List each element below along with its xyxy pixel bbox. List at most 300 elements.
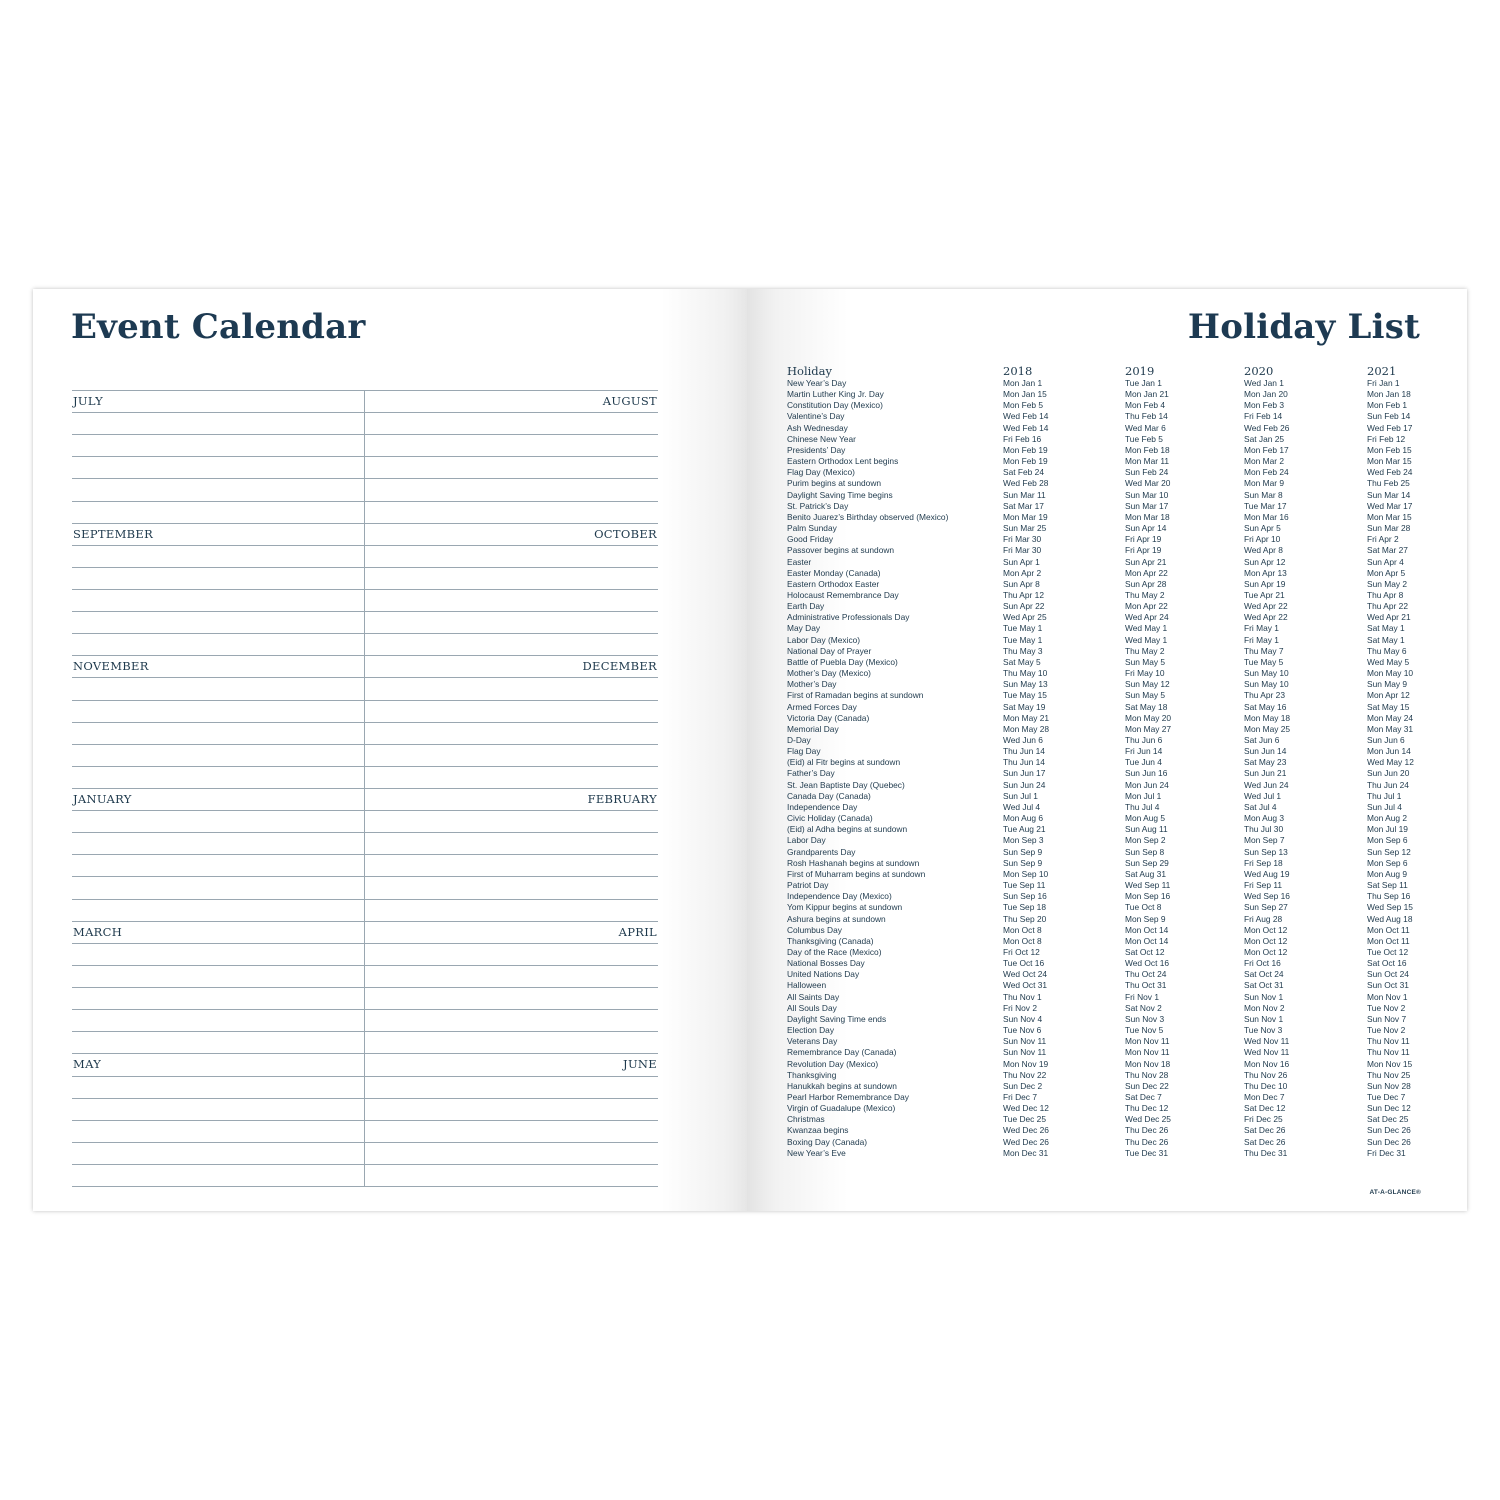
holiday-date-cell: Mon Dec 31 xyxy=(1003,1147,1049,1158)
holiday-date-cell: Sun Apr 4 xyxy=(1367,556,1404,567)
holiday-date-cell: Mon Aug 3 xyxy=(1244,813,1285,824)
table-row xyxy=(787,1125,1427,1136)
holiday-date-cell: Wed May 5 xyxy=(1367,656,1410,667)
holiday-date-cell: Sun May 10 xyxy=(1244,679,1289,690)
holiday-date-cell: Sun May 5 xyxy=(1125,656,1166,667)
holiday-date-cell: Tue Nov 3 xyxy=(1244,1025,1283,1036)
holiday-date-cell: Wed Mar 17 xyxy=(1367,500,1413,511)
rule-line xyxy=(72,1142,658,1143)
month-label: JANUARY xyxy=(73,792,132,807)
holiday-date-cell: Wed Dec 26 xyxy=(1003,1136,1049,1147)
table-row xyxy=(787,1114,1427,1125)
holiday-date-cell: Fri Apr 2 xyxy=(1367,534,1399,545)
holiday-name-cell: Rosh Hashanah begins at sundown xyxy=(787,857,920,868)
holiday-date-cell: Mon May 24 xyxy=(1367,712,1414,723)
holiday-date-cell: Mon May 27 xyxy=(1125,723,1172,734)
month-block xyxy=(72,655,658,788)
table-row xyxy=(787,858,1427,869)
holiday-date-cell: Sat Oct 31 xyxy=(1244,980,1284,991)
month-label: APRIL xyxy=(618,924,657,939)
holiday-date-cell: Fri Feb 14 xyxy=(1244,411,1283,422)
month-label: SEPTEMBER xyxy=(73,526,154,541)
month-label: MARCH xyxy=(73,924,123,939)
holiday-name-cell: Thanksgiving (Canada) xyxy=(787,935,874,946)
holiday-date-cell: Wed Mar 20 xyxy=(1125,478,1171,489)
holiday-name-cell: St. Patrick’s Day xyxy=(787,500,849,511)
holiday-name-cell: Daylight Saving Time begins xyxy=(787,489,893,500)
rule-line xyxy=(72,987,658,988)
holiday-date-cell: Wed Apr 22 xyxy=(1244,612,1288,623)
rule-line xyxy=(72,434,658,435)
holiday-date-cell: Wed Sep 11 xyxy=(1125,880,1171,891)
holiday-date-cell: Tue May 15 xyxy=(1003,690,1047,701)
holiday-date-cell: Thu Apr 22 xyxy=(1367,601,1408,612)
holiday-date-cell: Sat Sep 11 xyxy=(1367,880,1408,891)
holiday-name-cell: Halloween xyxy=(787,980,827,991)
holiday-date-cell: Sat Mar 27 xyxy=(1367,545,1408,556)
holiday-date-cell: Mon Jan 1 xyxy=(1003,378,1043,388)
holiday-date-cell: Mon Aug 2 xyxy=(1367,813,1408,824)
holiday-rows xyxy=(787,378,1427,1159)
holiday-name-cell: Mother’s Day (Mexico) xyxy=(787,668,871,679)
table-row xyxy=(787,434,1427,445)
holiday-name-cell: Kwanzaa begins xyxy=(787,1125,849,1136)
holiday-date-cell: Sun May 13 xyxy=(1003,679,1048,690)
table-row xyxy=(787,400,1427,411)
holiday-date-cell: Thu Jul 30 xyxy=(1244,824,1284,835)
holiday-date-cell: Wed Jun 6 xyxy=(1003,735,1043,745)
holiday-date-cell: Mon Mar 11 xyxy=(1125,456,1170,467)
holiday-date-cell: Thu May 2 xyxy=(1125,589,1165,600)
holiday-name-cell: Labor Day xyxy=(787,835,826,846)
holiday-date-cell: Sun Nov 3 xyxy=(1125,1013,1165,1024)
holiday-date-cell: Tue Nov 2 xyxy=(1367,1002,1406,1013)
column-divider xyxy=(364,788,365,921)
table-row xyxy=(787,1148,1427,1159)
table-row xyxy=(787,880,1427,891)
holiday-date-cell: Thu Nov 28 xyxy=(1125,1069,1169,1080)
holiday-date-cell: Sat Feb 24 xyxy=(1003,467,1044,478)
holiday-date-cell: Tue Aug 21 xyxy=(1003,824,1046,835)
rule-line xyxy=(72,876,658,877)
holiday-date-cell: Thu Nov 22 xyxy=(1003,1069,1047,1080)
holiday-date-cell: Mon Jul 19 xyxy=(1367,824,1408,835)
holiday-name-cell: National Day of Prayer xyxy=(787,645,872,656)
holiday-name-cell: Day of the Race (Mexico) xyxy=(787,946,882,957)
table-row xyxy=(787,835,1427,846)
holiday-date-cell: Sun Oct 24 xyxy=(1367,969,1409,980)
rule-line xyxy=(72,766,658,767)
table-row xyxy=(787,501,1427,512)
holiday-date-cell: Sun Jul 4 xyxy=(1367,801,1402,812)
holiday-date-cell: Sun Apr 21 xyxy=(1125,556,1167,567)
holiday-name-cell: First of Ramadan begins at sundown xyxy=(787,690,924,701)
rule-line xyxy=(72,501,658,502)
holiday-date-cell: Fri May 10 xyxy=(1125,668,1165,679)
holiday-date-cell: Mon Feb 4 xyxy=(1125,400,1166,411)
holiday-date-cell: Sun Mar 14 xyxy=(1367,489,1411,500)
table-row xyxy=(787,568,1427,579)
holiday-date-cell: Mon Jul 1 xyxy=(1125,790,1162,801)
holiday-name-cell: Boxing Day (Canada) xyxy=(787,1136,868,1147)
holiday-date-cell: Thu Dec 26 xyxy=(1125,1125,1169,1136)
holiday-date-cell: Sun Jun 6 xyxy=(1367,735,1405,745)
holiday-date-cell: Thu Oct 31 xyxy=(1125,980,1167,991)
table-row xyxy=(787,411,1427,422)
holiday-date-cell: Wed Jul 1 xyxy=(1244,790,1282,801)
holiday-date-cell: Mon May 20 xyxy=(1125,712,1172,723)
rule-line xyxy=(72,788,658,789)
holiday-date-cell: Fri Dec 31 xyxy=(1367,1147,1406,1158)
holiday-date-cell: Wed Feb 14 xyxy=(1003,411,1049,422)
holiday-date-cell: Mon Sep 7 xyxy=(1244,835,1285,846)
holiday-date-cell: Tue Apr 21 xyxy=(1244,589,1285,600)
table-header xyxy=(787,364,1427,378)
holiday-date-cell: Mon Nov 2 xyxy=(1244,1002,1285,1013)
table-row xyxy=(787,947,1427,958)
holiday-date-cell: Thu Nov 26 xyxy=(1244,1069,1288,1080)
holiday-name-cell: Thanksgiving xyxy=(787,1069,837,1080)
holiday-name-cell: All Saints Day xyxy=(787,991,840,1002)
holiday-date-cell: Fri Dec 25 xyxy=(1244,1114,1283,1125)
holiday-date-cell: Sun Jun 17 xyxy=(1003,768,1046,779)
holiday-date-cell: Thu May 2 xyxy=(1125,645,1165,656)
holiday-date-cell: Sun Apr 8 xyxy=(1003,578,1040,589)
holiday-date-cell: Mon Dec 7 xyxy=(1244,1092,1285,1102)
table-row xyxy=(787,456,1427,467)
holiday-name-cell: Pearl Harbor Remembrance Day xyxy=(787,1092,909,1102)
table-row xyxy=(787,1014,1427,1025)
holiday-date-cell: Mon Sep 2 xyxy=(1125,835,1166,846)
holiday-date-cell: Sat Jun 6 xyxy=(1244,735,1280,745)
holiday-date-cell: Wed Feb 17 xyxy=(1367,422,1413,433)
holiday-date-cell: Sun Nov 4 xyxy=(1003,1013,1043,1024)
table-row xyxy=(787,590,1427,601)
rule-line xyxy=(72,633,658,634)
holiday-date-cell: Sun Apr 19 xyxy=(1244,578,1286,589)
holiday-date-cell: Wed Dec 25 xyxy=(1125,1114,1171,1125)
holiday-date-cell: Sun Dec 26 xyxy=(1367,1136,1411,1147)
holiday-date-cell: Tue Oct 12 xyxy=(1367,946,1409,957)
holiday-name-cell: First of Muharram begins at sundown xyxy=(787,868,926,879)
holiday-date-cell: Mon Jan 20 xyxy=(1244,389,1288,400)
table-row xyxy=(787,657,1427,668)
holiday-date-cell: Thu Sep 16 xyxy=(1367,891,1411,902)
holiday-date-cell: Tue Sep 11 xyxy=(1003,880,1046,891)
holiday-name-cell: Yom Kippur begins at sundown xyxy=(787,902,903,913)
holiday-date-cell: Thu Jun 14 xyxy=(1003,746,1045,757)
rule-line xyxy=(72,1098,658,1099)
holiday-date-cell: Mon May 21 xyxy=(1003,712,1050,723)
table-row xyxy=(787,724,1427,735)
holiday-date-cell: Thu Apr 12 xyxy=(1003,589,1044,600)
holiday-date-cell: Wed Oct 16 xyxy=(1125,958,1170,969)
holiday-date-cell: Sun Apr 12 xyxy=(1244,556,1286,567)
holiday-name-cell: New Year’s Day xyxy=(787,378,847,388)
table-row xyxy=(787,757,1427,768)
holiday-date-cell: Thu Apr 8 xyxy=(1367,589,1404,600)
holiday-date-cell: Sun Mar 8 xyxy=(1244,489,1283,500)
holiday-date-cell: Wed Feb 24 xyxy=(1367,467,1413,478)
holiday-date-cell: Sat Dec 12 xyxy=(1244,1103,1286,1114)
holiday-name-cell: Independence Day (Mexico) xyxy=(787,891,892,902)
holiday-name-cell: Easter Monday (Canada) xyxy=(787,567,881,578)
holiday-date-cell: Wed Aug 19 xyxy=(1244,868,1290,879)
holiday-name-cell: Eastern Orthodox Easter xyxy=(787,578,880,589)
holiday-name-cell: Father’s Day xyxy=(787,768,835,779)
holiday-name-cell: Independence Day xyxy=(787,801,858,812)
brand-logo: AT-A-GLANCE® xyxy=(1369,1189,1421,1196)
holiday-date-cell: Mon Apr 22 xyxy=(1125,567,1168,578)
holiday-date-cell: Sat Oct 16 xyxy=(1367,958,1407,969)
holiday-date-cell: Thu Dec 26 xyxy=(1125,1136,1169,1147)
holiday-date-cell: Sat May 1 xyxy=(1367,623,1405,634)
holiday-date-cell: Fri Apr 19 xyxy=(1125,534,1162,545)
holiday-date-cell: Thu Feb 25 xyxy=(1367,478,1410,489)
holiday-date-cell: Mon Oct 8 xyxy=(1003,935,1042,946)
holiday-date-cell: Sun Sep 9 xyxy=(1003,846,1043,857)
holiday-date-cell: Sun Feb 14 xyxy=(1367,411,1411,422)
holiday-date-cell: Wed May 1 xyxy=(1125,634,1168,645)
rule-line xyxy=(72,700,658,701)
column-header-year: 2020 xyxy=(1244,364,1274,378)
holiday-name-cell: Benito Juarez’s Birthday observed (Mexico) xyxy=(787,511,949,522)
table-row xyxy=(787,490,1427,501)
column-divider xyxy=(364,921,365,1054)
holiday-date-cell: Thu Sep 20 xyxy=(1003,913,1047,924)
holiday-name-cell: Remembrance Day (Canada) xyxy=(787,1047,897,1058)
holiday-name-cell: Mother’s Day xyxy=(787,679,837,690)
holiday-date-cell: Mon Oct 12 xyxy=(1244,946,1288,957)
holiday-date-cell: Sun Oct 31 xyxy=(1367,980,1409,991)
holiday-date-cell: Sat Dec 7 xyxy=(1125,1092,1162,1102)
holiday-date-cell: Wed Jan 1 xyxy=(1244,378,1284,388)
holiday-date-cell: Thu Nov 1 xyxy=(1003,991,1042,1002)
holiday-date-cell: Tue Nov 6 xyxy=(1003,1025,1042,1036)
holiday-date-cell: Thu Apr 23 xyxy=(1244,690,1285,701)
holiday-date-cell: Mon Feb 5 xyxy=(1003,400,1044,411)
holiday-date-cell: Mon Nov 19 xyxy=(1003,1058,1049,1069)
month-block xyxy=(72,390,658,523)
rule-line xyxy=(72,810,658,811)
holiday-date-cell: Tue May 1 xyxy=(1003,634,1043,645)
holiday-date-cell: Fri Jun 14 xyxy=(1125,746,1163,757)
table-row xyxy=(787,635,1427,646)
table-row xyxy=(787,534,1427,545)
holiday-date-cell: Mon Nov 1 xyxy=(1367,991,1408,1002)
column-header-year: 2019 xyxy=(1125,364,1155,378)
holiday-date-cell: Sun Apr 22 xyxy=(1003,601,1045,612)
holiday-name-cell: Daylight Saving Time ends xyxy=(787,1013,887,1024)
holiday-date-cell: Mon Sep 6 xyxy=(1367,857,1408,868)
holiday-date-cell: Sat Dec 25 xyxy=(1367,1114,1409,1125)
rule-line xyxy=(72,1076,658,1077)
table-row xyxy=(787,1137,1427,1148)
holiday-date-cell: Wed Apr 21 xyxy=(1367,612,1411,623)
holiday-date-cell: Mon Feb 19 xyxy=(1003,456,1048,467)
holiday-date-cell: Tue May 1 xyxy=(1003,623,1043,634)
column-header-year: 2018 xyxy=(1003,364,1033,378)
holiday-date-cell: Wed Feb 26 xyxy=(1244,422,1290,433)
holiday-date-cell: Fri Oct 12 xyxy=(1003,946,1040,957)
holiday-date-cell: Fri Mar 30 xyxy=(1003,534,1042,545)
holiday-date-cell: Fri Dec 7 xyxy=(1003,1092,1037,1102)
rule-line xyxy=(72,456,658,457)
holiday-date-cell: Wed Jun 24 xyxy=(1244,779,1289,790)
holiday-date-cell: Sat May 5 xyxy=(1003,656,1041,667)
rule-line xyxy=(72,854,658,855)
holiday-date-cell: Wed May 1 xyxy=(1125,623,1168,634)
holiday-date-cell: Wed Oct 31 xyxy=(1003,980,1048,991)
holiday-date-cell: Mon Oct 14 xyxy=(1125,924,1169,935)
holiday-date-cell: Mon Apr 13 xyxy=(1244,567,1287,578)
holiday-name-cell: National Bosses Day xyxy=(787,958,865,969)
holiday-date-cell: Sun Sep 16 xyxy=(1003,891,1047,902)
holiday-date-cell: Mon Feb 24 xyxy=(1244,467,1289,478)
holiday-date-cell: Sun Mar 10 xyxy=(1125,489,1169,500)
rule-line xyxy=(72,655,658,656)
holiday-name-cell: Virgin of Guadalupe (Mexico) xyxy=(787,1103,896,1114)
holiday-date-cell: Fri Nov 2 xyxy=(1003,1002,1037,1013)
holiday-date-cell: Mon Jan 18 xyxy=(1367,389,1411,400)
holiday-date-cell: Wed Jul 4 xyxy=(1003,801,1041,812)
holiday-date-cell: Tue Nov 2 xyxy=(1367,1025,1406,1036)
event-calendar-page xyxy=(33,289,747,1211)
holiday-date-cell: Thu Dec 10 xyxy=(1244,1080,1288,1091)
holiday-name-cell: United Nations Day xyxy=(787,969,860,980)
holiday-date-cell: Sat May 23 xyxy=(1244,757,1287,768)
holiday-date-cell: Thu May 7 xyxy=(1244,645,1284,656)
holiday-date-cell: Mon May 28 xyxy=(1003,723,1050,734)
holiday-date-cell: Sun Jul 1 xyxy=(1003,790,1038,801)
holiday-name-cell: (Eid) al Adha begins at sundown xyxy=(787,824,908,835)
holiday-date-cell: Sun Jun 14 xyxy=(1244,746,1287,757)
holiday-date-cell: Thu Nov 11 xyxy=(1367,1047,1410,1058)
holiday-date-cell: Wed Mar 6 xyxy=(1125,422,1166,433)
holiday-date-cell: Mon Oct 12 xyxy=(1244,924,1288,935)
month-label: DECEMBER xyxy=(582,659,657,674)
holiday-name-cell: Passover begins at sundown xyxy=(787,545,895,556)
table-row xyxy=(787,713,1427,724)
holiday-date-cell: Sat Aug 31 xyxy=(1125,868,1166,879)
month-block xyxy=(72,921,658,1054)
holiday-date-cell: Fri Apr 19 xyxy=(1125,545,1162,556)
holiday-date-cell: Sat May 16 xyxy=(1244,701,1287,712)
table-row xyxy=(787,478,1427,489)
rule-line xyxy=(72,1009,658,1010)
holiday-date-cell: Sun Sep 13 xyxy=(1244,846,1288,857)
holiday-date-cell: Sun May 5 xyxy=(1125,690,1166,701)
table-row xyxy=(787,423,1427,434)
holiday-date-cell: Sun Mar 11 xyxy=(1003,489,1046,500)
table-row xyxy=(787,702,1427,713)
holiday-date-cell: Wed Apr 25 xyxy=(1003,612,1047,623)
rule-line xyxy=(72,943,658,944)
holiday-date-cell: Fri Oct 16 xyxy=(1244,958,1281,969)
holiday-date-cell: Wed Sep 15 xyxy=(1367,902,1413,913)
holiday-date-cell: Wed May 12 xyxy=(1367,757,1414,768)
holiday-date-cell: Fri May 1 xyxy=(1244,634,1279,645)
holiday-date-cell: Mon Feb 15 xyxy=(1367,444,1412,455)
holiday-name-cell: Valentine’s Day xyxy=(787,411,845,422)
rule-line xyxy=(72,611,658,612)
rule-line xyxy=(72,523,658,524)
column-divider xyxy=(364,523,365,656)
holiday-date-cell: Sun Mar 17 xyxy=(1125,500,1169,511)
holiday-date-cell: Tue Oct 16 xyxy=(1003,958,1045,969)
table-row xyxy=(787,445,1427,456)
rule-line xyxy=(72,545,658,546)
table-row xyxy=(787,768,1427,779)
table-row xyxy=(787,802,1427,813)
holiday-list-page xyxy=(747,289,1467,1211)
holiday-name-cell: Memorial Day xyxy=(787,723,839,734)
holiday-date-cell: Sun Jun 20 xyxy=(1367,768,1410,779)
holiday-date-cell: Sat Dec 26 xyxy=(1244,1136,1286,1147)
holiday-date-cell: Mon Aug 9 xyxy=(1367,868,1408,879)
holiday-name-cell: Holocaust Remembrance Day xyxy=(787,589,899,600)
rule-line xyxy=(72,744,658,745)
holiday-name-cell: New Year’s Eve xyxy=(787,1147,846,1158)
holiday-date-cell: Wed Sep 16 xyxy=(1244,891,1290,902)
holiday-date-cell: Thu Nov 25 xyxy=(1367,1069,1411,1080)
holiday-name-cell: Ashura begins at sundown xyxy=(787,913,886,924)
holiday-date-cell: Thu May 6 xyxy=(1367,645,1407,656)
holiday-table xyxy=(787,364,1427,1159)
holiday-date-cell: Wed Aug 18 xyxy=(1367,913,1413,924)
holiday-date-cell: Mon Nov 11 xyxy=(1125,1047,1170,1058)
holiday-name-cell: Christmas xyxy=(787,1114,825,1125)
table-row xyxy=(787,612,1427,623)
column-header-year: 2021 xyxy=(1367,364,1397,378)
holiday-date-cell: Mon Sep 6 xyxy=(1367,835,1408,846)
holiday-date-cell: Mon Aug 5 xyxy=(1125,813,1166,824)
holiday-date-cell: Tue May 5 xyxy=(1244,656,1284,667)
rule-line xyxy=(72,478,658,479)
table-row xyxy=(787,1025,1427,1036)
holiday-date-cell: Sun Dec 12 xyxy=(1367,1103,1411,1114)
holiday-date-cell: Wed Feb 14 xyxy=(1003,422,1049,433)
table-row xyxy=(787,958,1427,969)
holiday-name-cell: D-Day xyxy=(787,735,811,745)
holiday-date-cell: Sun Feb 24 xyxy=(1125,467,1169,478)
holiday-date-cell: Mon Feb 19 xyxy=(1003,444,1048,455)
holiday-name-cell: (Eid) al Fitr begins at sundown xyxy=(787,757,901,768)
holiday-name-cell: Grandparents Day xyxy=(787,846,856,857)
holiday-date-cell: Fri Sep 18 xyxy=(1244,857,1283,868)
holiday-name-cell: May Day xyxy=(787,623,821,634)
holiday-date-cell: Mon Oct 11 xyxy=(1367,935,1410,946)
holiday-date-cell: Sat Nov 2 xyxy=(1125,1002,1162,1013)
table-row xyxy=(787,668,1427,679)
holiday-date-cell: Sun Nov 7 xyxy=(1367,1013,1407,1024)
table-row xyxy=(787,925,1427,936)
holiday-name-cell: Canada Day (Canada) xyxy=(787,790,871,801)
holiday-date-cell: Mon May 10 xyxy=(1367,668,1414,679)
holiday-date-cell: Sat Jan 25 xyxy=(1244,433,1285,444)
table-row xyxy=(787,869,1427,880)
holiday-date-cell: Sun Sep 27 xyxy=(1244,902,1288,913)
rule-line xyxy=(72,412,658,413)
holiday-date-cell: Sun May 9 xyxy=(1367,679,1408,690)
holiday-date-cell: Sun Apr 1 xyxy=(1003,556,1040,567)
holiday-date-cell: Sun Nov 28 xyxy=(1367,1080,1411,1091)
rule-line xyxy=(72,1031,658,1032)
holiday-date-cell: Sun Dec 2 xyxy=(1003,1080,1043,1091)
holiday-date-cell: Tue Feb 5 xyxy=(1125,433,1163,444)
month-block xyxy=(72,788,658,921)
holiday-date-cell: Mon Mar 19 xyxy=(1003,511,1048,522)
